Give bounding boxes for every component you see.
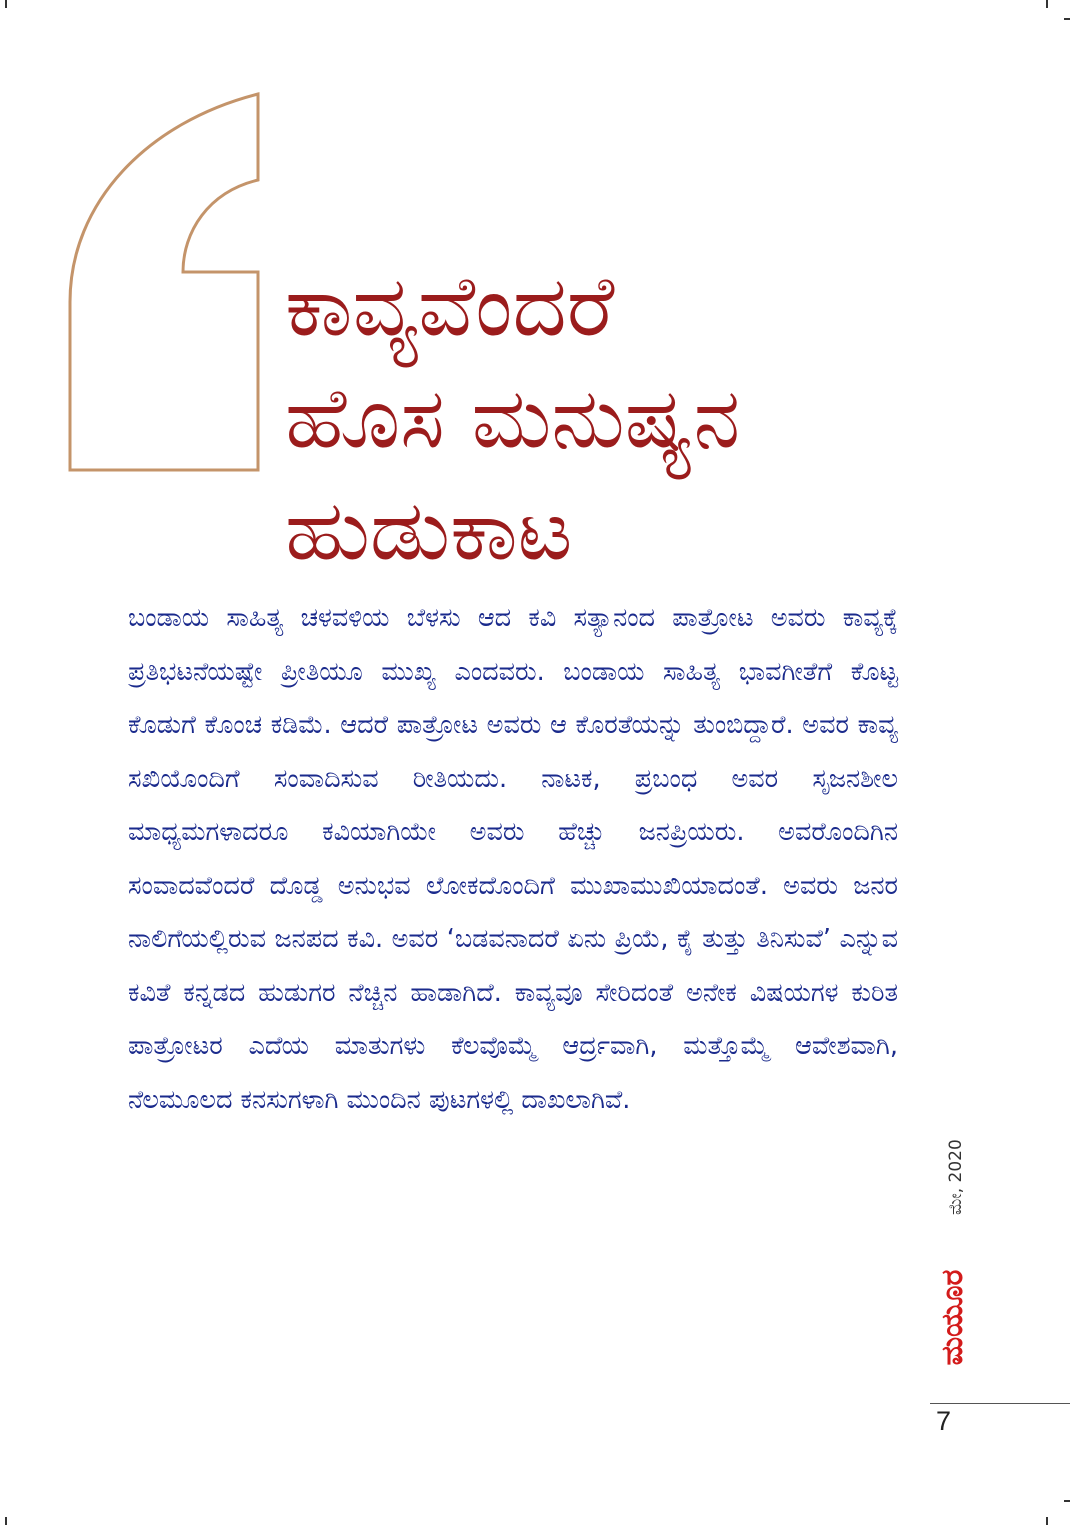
crop-mark-top-left xyxy=(5,0,7,8)
article-title xyxy=(285,250,985,586)
crop-mark-bottom-left xyxy=(5,1517,7,1525)
magazine-logo xyxy=(935,1255,970,1380)
crop-mark-bottom-right xyxy=(1046,1517,1048,1525)
title-line: ಕಾವ್ಯವೆಂದರೆ xyxy=(285,257,615,355)
magazine-name: ಮಯೂರ xyxy=(935,1269,970,1366)
title-line: ಹೊಸ ಮನುಷ್ಯನ xyxy=(285,369,741,467)
title-line: ಹುಡುಕಾಟ xyxy=(285,481,573,579)
page-number: 7 xyxy=(936,1406,952,1436)
crop-mark-right-top xyxy=(1064,18,1070,20)
crop-mark-top-right xyxy=(1046,0,1048,8)
quotation-mark-icon xyxy=(68,92,268,472)
crop-mark-right-bottom xyxy=(1064,1500,1070,1502)
page-number-divider xyxy=(930,1403,1070,1404)
issue-date: ಮೇ, 2020 xyxy=(946,1139,966,1215)
article-body: ಬಂಡಾಯ ಸಾಹಿತ್ಯ ಚಳವಳಿಯ ಬೆಳಸು ಆದ ಕವಿ ಸತ್ಯಾನಂದ ಪಾತ್ರೋಟ ಅವರು ಕಾವ್ಯಕ್ಕೆ ಪ್ರತಿಭಟನೆಯಷ್ಟೇ ಪ್ರೀತಿಯೂ ಮುಖ್ಯ ಎಂದವರು. ಬಂಡಾಯ ಸಾಹಿತ್ಯ ಭಾವಗೀತೆಗೆ ಕೊಟ್ಟ ಕೊಡುಗೆ ಕೊಂಚ ಕಡಿಮೆ. ಆದರೆ ಪಾತ್ರೋಟ ಅವರು ಆ ಕೊರತೆಯನ್ನು ತುಂಬಿದ್ದಾರೆ. ಅವರ ಕಾವ್ಯ ಸಖಿಯೊಂದಿಗೆ ಸಂವಾದಿಸುವ ರೀತಿಯದು. ನಾಟಕ, ಪ್ರಬಂಧ ಅವರ ಸೃಜನಶೀಲ ಮಾಧ್ಯಮಗಳಾದರೂ ಕವಿಯಾಗಿಯೇ ಅವರು ಹೆಚ್ಚು ಜನಪ್ರಿಯರು. ಅವರೊಂದಿಗಿನ ಸಂವಾದವೆಂದರೆ ದೊಡ್ಡ ಅನುಭವ ಲೋಕದೊಂದಿಗೆ ಮುಖಾಮುಖಿಯಾದಂತೆ. ಅವರು ಜನರ ನಾಲಿಗೆಯಲ್ಲಿರುವ ಜನಪದ ಕವಿ. ಅವರ ‘ಬಡವನಾದರೆ ಏನು ಪ್ರಿಯೆ, ಕೈ ತುತ್ತು ತಿನಿಸುವೆ’ ಎನ್ನುವ ಕವಿತೆ ಕನ್ನಡದ ಹುಡುಗರ ನೆಚ್ಚಿನ ಹಾಡಾಗಿದೆ. ಕಾವ್ಯವೂ ಸೇರಿದಂತೆ ಅನೇಕ ವಿಷಯಗಳ ಕುರಿತ ಪಾತ್ರೋಟರ ಎದೆಯ ಮಾತುಗಳು ಕೆಲವೊಮ್ಮೆ ಆರ್ದ್ರವಾಗಿ, ಮತ್ತೊಮ್ಮೆ ಆವೇಶವಾಗಿ, ನೆಲಮೂಲದ ಕನಸುಗಳಾಗಿ ಮುಂದಿನ ಪುಟಗಳಲ್ಲಿ ದಾಖಲಾಗಿವೆ. xyxy=(128,603,898,1115)
